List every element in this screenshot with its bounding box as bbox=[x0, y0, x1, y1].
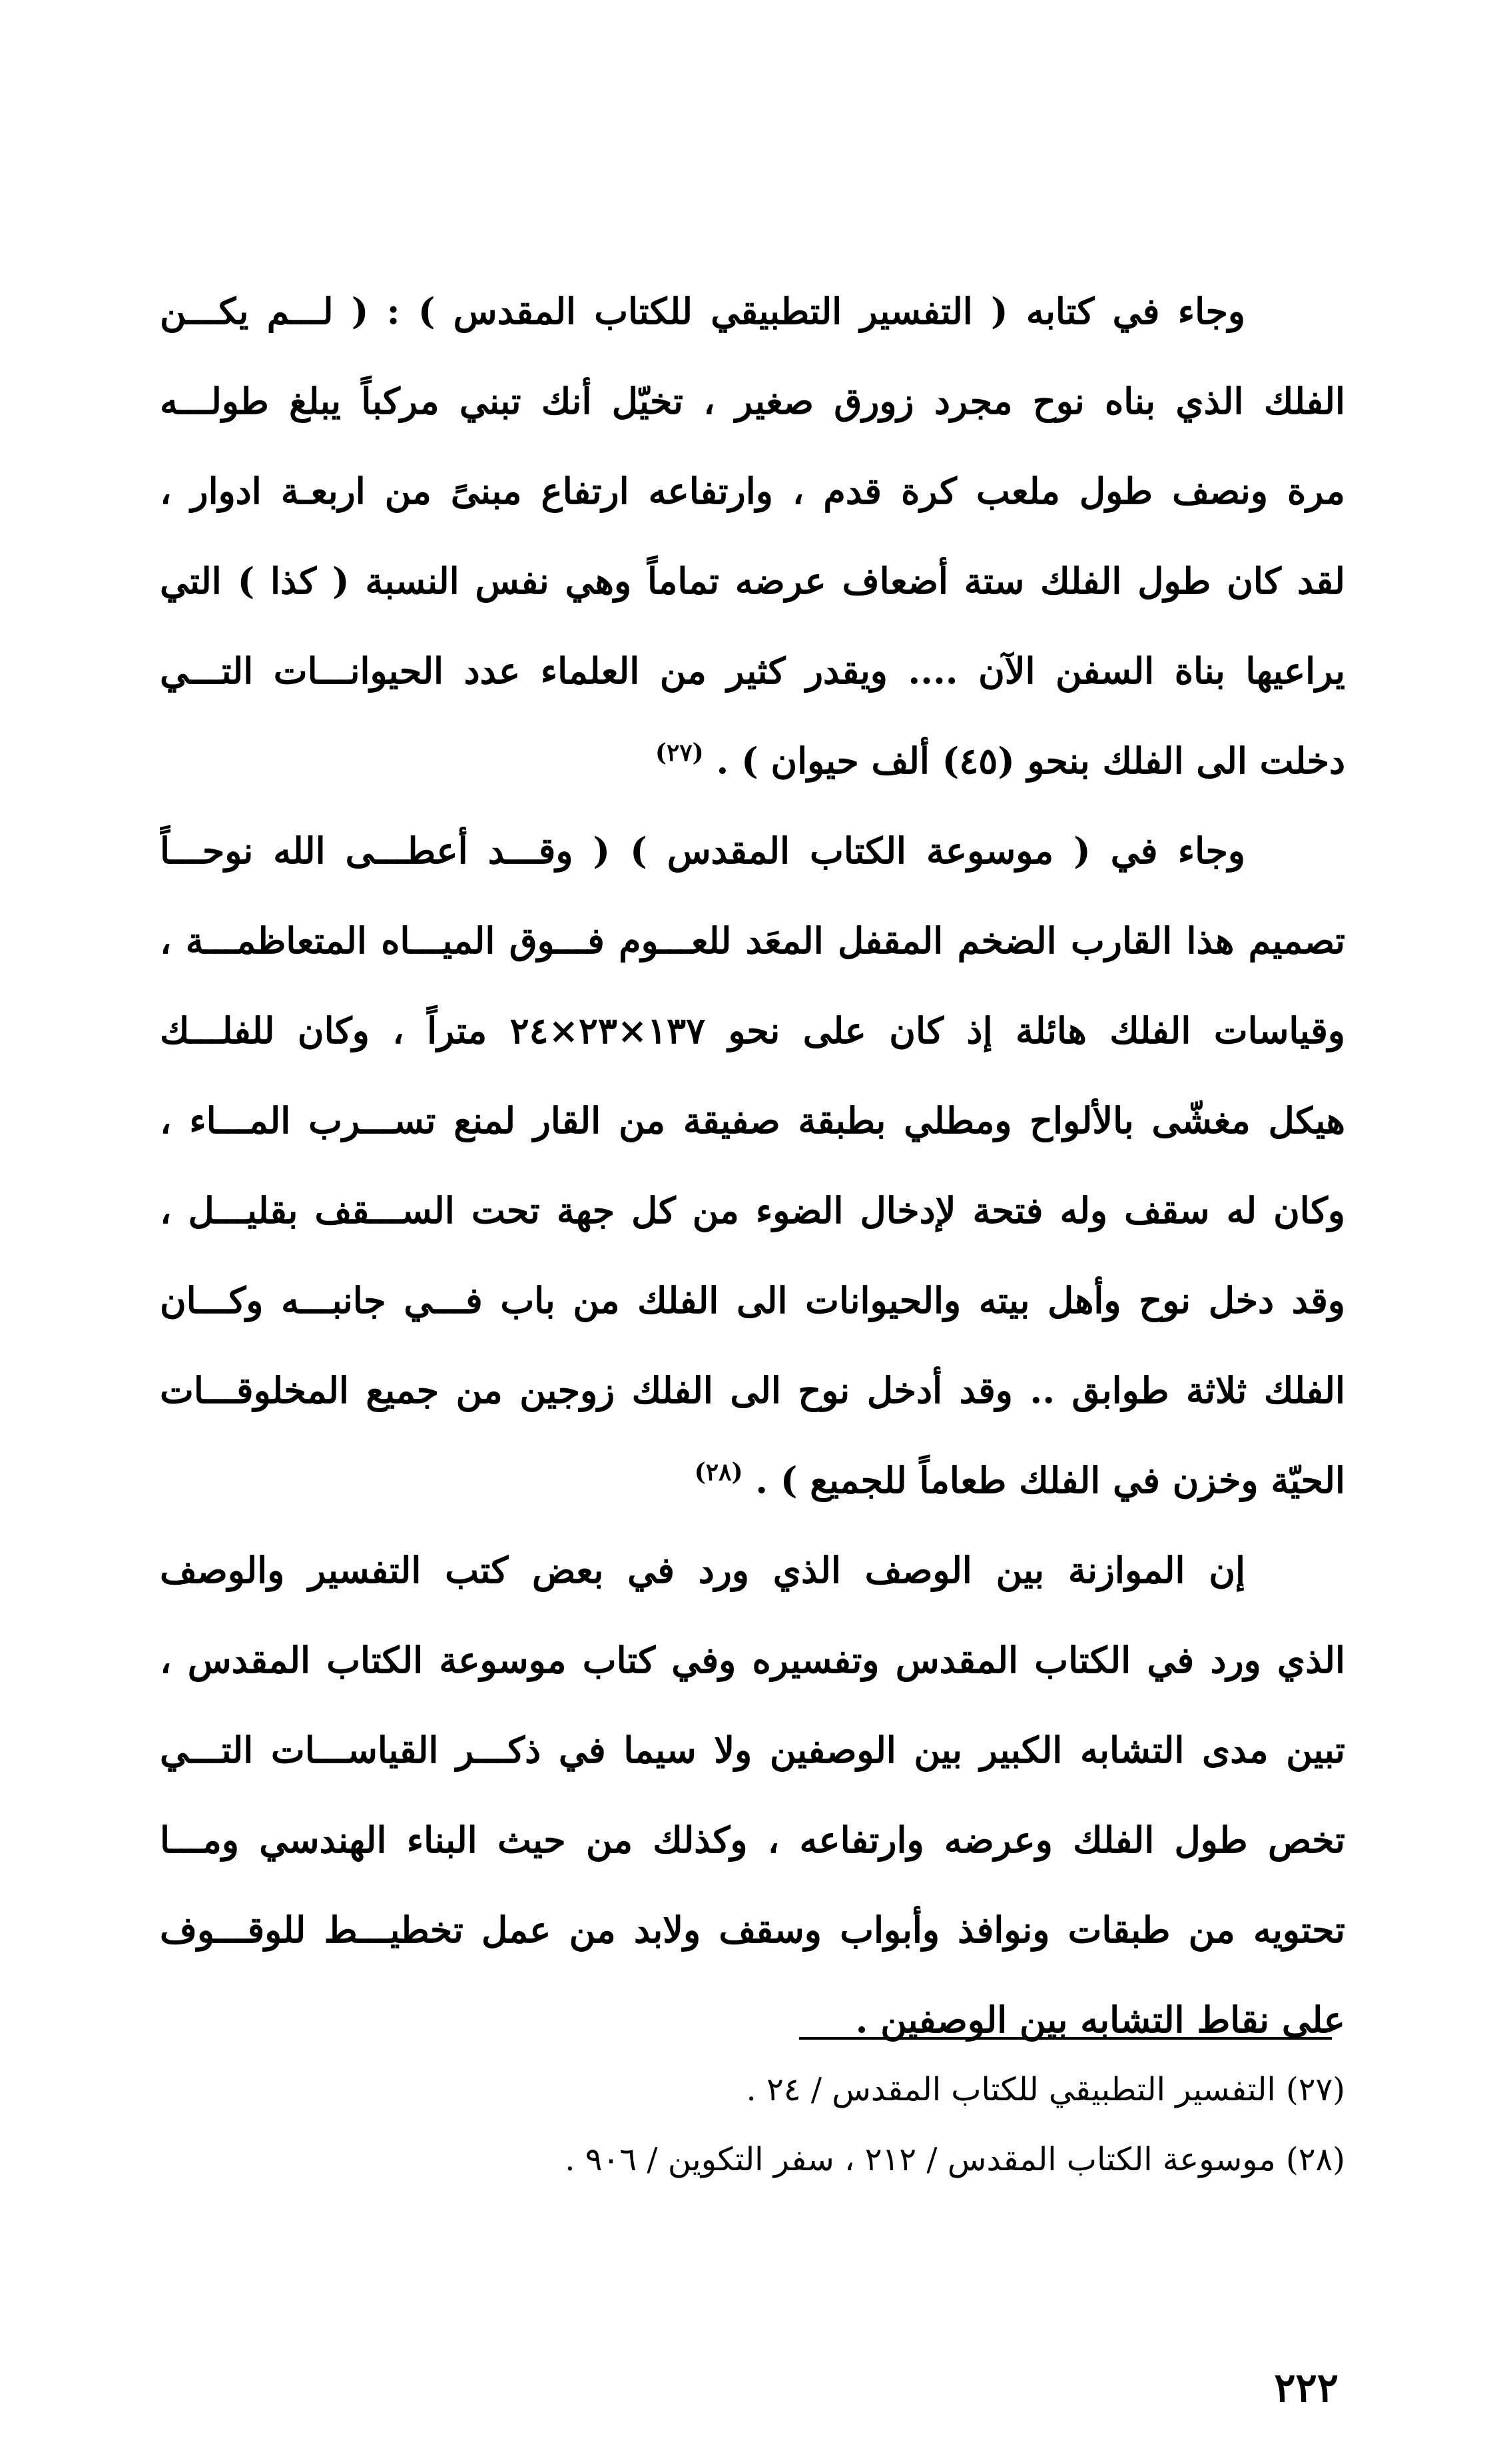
paragraph-2-line-4: هيكل مغشّى بالألواح ومطلي بطبقة صفيقة من القار لمنع تســـرب المـــاء ، bbox=[160, 1099, 1345, 1142]
footnotes bbox=[160, 2055, 1345, 2195]
paragraph-3-line-3: تبين مدى التشابه الكبير بين الوصفين ولا سيما في ذكـــر القياســـات التـــي bbox=[160, 1729, 1345, 1771]
footnote-27: (٢٧) التفسير التطبيقي للكتاب المقدس / ٢٤ . bbox=[746, 2071, 1345, 2108]
paragraph-3-line-5: تحتويه من طبقات ونوافذ وأبواب وسقف ولابد من عمل تخطيـــط للوقـــوف bbox=[160, 1908, 1345, 1951]
footnote-ref-27: (٢٧) bbox=[655, 739, 704, 767]
footnote-separator bbox=[799, 2037, 1332, 2040]
paragraph-3-line-6: على نقاط التشابه بين الوصفين . bbox=[855, 1998, 1345, 2041]
main-text bbox=[160, 266, 1345, 2065]
paragraph-1-line-5: يراعيها بناة السفن الآن .... ويقدر كثير من العلماء عدد الحيوانـــات التـــي bbox=[160, 649, 1345, 692]
paragraph-2-line-7: الفلك ثلاثة طوابق .. وقد أدخل نوح الى الفلك زوجين من جميع المخلوقـــات bbox=[160, 1369, 1345, 1412]
paragraph-1-line-3: مرة ونصف طول ملعب كرة قدم ، وارتفاعه ارتفاع مبنىً من اربعـة ادوار ، bbox=[160, 470, 1345, 512]
paragraph-2-line-3: وقياسات الفلك هائلة إذ كان على نحو ١٣٧×٢٣×٢٤ متراً ، وكان للفلـــك bbox=[160, 1009, 1345, 1052]
paragraph-2-line-8-text: الحيّة وخزن في الفلك طعاماً للجميع ) . bbox=[755, 1459, 1345, 1501]
paragraph-2-line-6: وقد دخل نوح وأهل بيته والحيوانات الى الفلك من باب فـــي جانبـــه وكـــان bbox=[160, 1279, 1345, 1322]
paragraph-3-line-1: إن الموازنة بين الوصف الذي ورد في بعض كتب التفسير والوصف bbox=[160, 1549, 1245, 1591]
paragraph-3-line-2: الذي ورد في الكتاب المقدس وتفسيره وفي كتاب موسوعة الكتاب المقدس ، bbox=[160, 1639, 1345, 1681]
paragraph-1-line-6-text: دخلت الى الفلك بنحو (٤٥) ألف حيوان ) . bbox=[716, 739, 1345, 782]
paragraph-2-line-2: تصميم هذا القارب الضخم المقفل المعَد للعـــوم فـــوق الميـــاه المتعاظمـــة ، bbox=[160, 919, 1345, 962]
paragraph-2-line-5: وكان له سقف وله فتحة لإدخال الضوء من كل جهة تحت الســـقف بقليـــل ، bbox=[160, 1189, 1345, 1232]
paragraph-2-line-1: وجاء في ( موسوعة الكتاب المقدس ) ( وقـــد أعطـــى الله نوحـــاً bbox=[160, 829, 1245, 872]
paragraph-2-line-8 bbox=[160, 1436, 1345, 1525]
page-number: ٢٢٢ bbox=[1274, 2365, 1339, 2411]
paragraph-1-line-1: وجاء في كتابه ( التفسير التطبيقي للكتاب المقدس ) : ( لـــم يكـــن bbox=[160, 290, 1245, 332]
paragraph-1-line-4: لقد كان طول الفلك ستة أضعاف عرضه تماماً وهي نفس النسبة ( كذا ) التي bbox=[160, 560, 1345, 602]
paragraph-1-line-6 bbox=[160, 716, 1345, 806]
footnote-ref-28: (٢٨) bbox=[694, 1458, 743, 1486]
paragraph-3-line-4: تخص طول الفلك وعرضه وارتفاعه ، وكذلك من حيث البناء الهندسي ومـــا bbox=[160, 1819, 1345, 1861]
footnote-28: (٢٨) موسوعة الكتاب المقدس / ٢١٢ ، سفر التكوين / ٩٠٦ . bbox=[565, 2141, 1345, 2178]
paragraph-1-line-2: الفلك الذي بناه نوح مجرد زورق صغير ، تخيّل أنك تبني مركباً يبلغ طولـــه bbox=[160, 380, 1345, 422]
